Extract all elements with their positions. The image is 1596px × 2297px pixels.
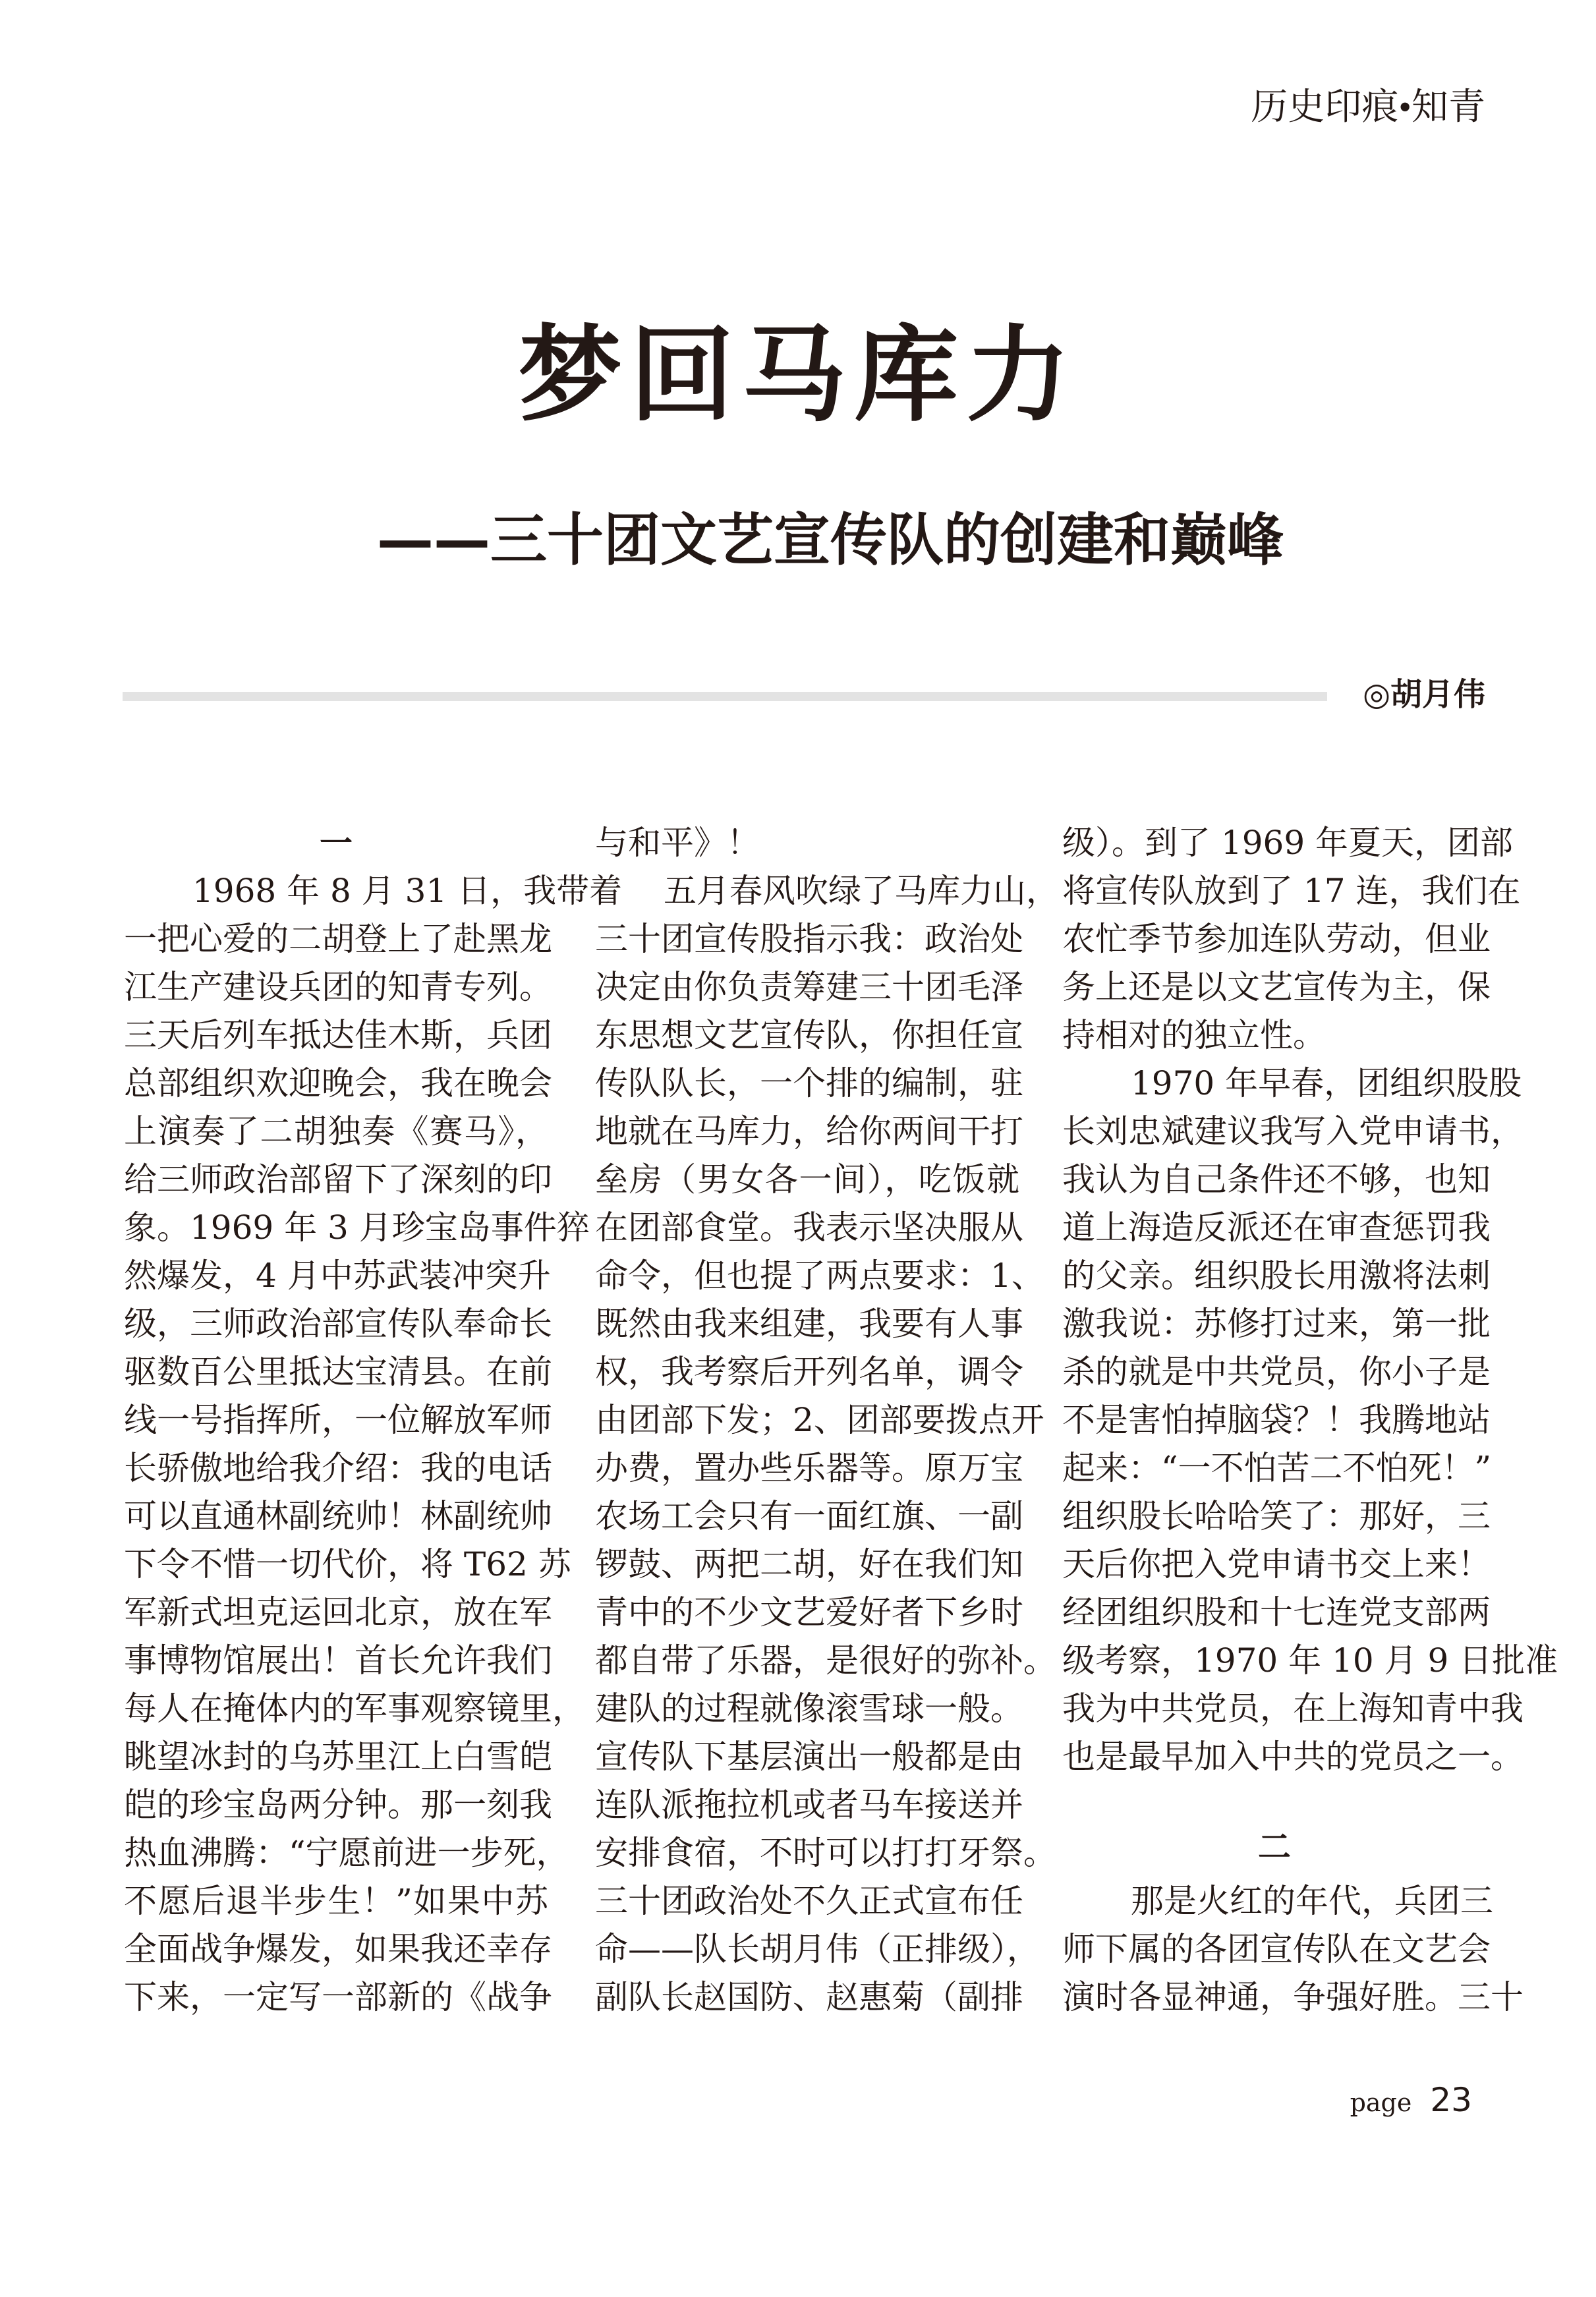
text-line: 建队的过程就像滚雪球一般。	[595, 1689, 1023, 1728]
text-line: 然爆发，4 月中苏武装冲突升	[124, 1257, 551, 1295]
text-line: 可以直通林副统帅！林副统帅	[124, 1497, 552, 1535]
text-line: 激我说：苏修打过来，第一批	[1062, 1305, 1491, 1343]
text-line: 不愿后退半步生！”如果中苏	[124, 1882, 548, 1920]
body-column-3	[1062, 819, 1558, 2071]
page-footer	[1350, 2081, 1472, 2119]
title-rule-divider	[123, 692, 1327, 701]
text-line: 权，我考察后开列名单，调令	[595, 1353, 1023, 1391]
text-line: 也是最早加入中共的党员之一。	[1062, 1738, 1524, 1776]
text-line: 决定由你负责筹建三十团毛泽	[595, 968, 1023, 1006]
text-line: 务上还是以文艺宣传为主，保	[1062, 968, 1491, 1006]
text-line: 我为中共党员，在上海知青中我	[1062, 1689, 1524, 1728]
text-line: 副队长赵国防、赵惠菊（副排	[595, 1978, 1023, 2016]
text-line: 天后你把入党申请书交上来！	[1062, 1545, 1491, 1583]
text-line: 安排食宿，不时可以打打牙祭。	[595, 1834, 1056, 1872]
text-line: 给三师政治部留下了深刻的印	[124, 1160, 552, 1199]
text-line: 军新式坦克运回北京，放在军	[124, 1593, 552, 1631]
text-line: 垒房（男女各一间），吃饭就	[595, 1160, 1019, 1199]
text-line: 皑的珍宝岛两分钟。那一刻我	[124, 1786, 552, 1824]
body-column-2	[595, 819, 1059, 2071]
text-line: 传队队长，一个排的编制，驻	[595, 1064, 1023, 1102]
text-line: 既然由我来组建，我要有人事	[595, 1305, 1023, 1343]
text-line: 将宣传队放到了 17 连，我们在	[1062, 872, 1521, 910]
text-line: 师下属的各团宣传队在文艺会	[1062, 1930, 1491, 1968]
text-line: 演时各显神通，争强好胜。三十	[1062, 1978, 1524, 2016]
article-subtitle: ——三十团文艺宣传队的创建和巅峰	[377, 507, 1284, 573]
text-line: 长刘忠斌建议我写入党申请书，	[1062, 1112, 1524, 1150]
text-line: 地就在马库力，给你两间干打	[595, 1112, 1023, 1150]
text-line: 命令，但也提了两点要求：1、	[595, 1257, 1044, 1295]
body-column-1	[124, 819, 623, 2071]
text-line: 杀的就是中共党员，你小子是	[1062, 1353, 1491, 1391]
text-line: 热血沸腾：“宁愿前进一步死，	[124, 1834, 569, 1872]
page-label: page	[1350, 2088, 1412, 2117]
author-byline: ◎胡月伟	[1363, 676, 1485, 713]
text-line: 的父亲。组织股长用激将法刺	[1062, 1257, 1491, 1295]
text-line: 起来：“一不怕苦二不怕死！”	[1062, 1449, 1492, 1487]
article-title: 梦回马库力	[518, 314, 1078, 436]
text-line: 全面战争爆发，如果我还幸存	[124, 1930, 552, 1968]
text-line: 一把心爱的二胡登上了赴黑龙	[124, 920, 552, 958]
text-line: 每人在掩体内的军事观察镜里，	[124, 1689, 585, 1728]
text-line: 级）。到了 1969 年夏天，团部	[1062, 824, 1514, 862]
text-line: 宣传队下基层演出一般都是由	[595, 1738, 1023, 1776]
text-line: 三十团宣传股指示我：政治处	[595, 920, 1023, 958]
text-line: 东思想文艺宣传队，你担任宣	[595, 1016, 1023, 1054]
text-line: 驱数百公里抵达宝清县。在前	[124, 1353, 552, 1391]
text-line: 三天后列车抵达佳木斯，兵团	[124, 1016, 552, 1054]
text-line: 青中的不少文艺爱好者下乡时	[595, 1593, 1023, 1631]
text-line: 我认为自己条件还不够，也知	[1062, 1160, 1491, 1199]
text-line: 总部组织欢迎晚会，我在晚会	[124, 1064, 552, 1102]
text-line: 级考察，1970 年 10 月 9 日批准	[1062, 1641, 1558, 1680]
text-line: 在团部食堂。我表示坚决服从	[595, 1208, 1023, 1247]
text-line: 办费，置办些乐器等。原万宝	[595, 1449, 1023, 1487]
text-line: 江生产建设兵团的知青专列。	[124, 968, 552, 1006]
text-line: 不是害怕掉脑袋？！我腾地站	[1062, 1401, 1491, 1439]
text-line: 长骄傲地给我介绍：我的电话	[124, 1449, 552, 1487]
section-heading: 二	[1258, 1827, 1291, 1866]
text-line: 五月春风吹绿了马库力山，	[664, 872, 1059, 910]
text-line: 农场工会只有一面红旗、一副	[595, 1497, 1023, 1535]
text-line: 与和平》！	[595, 824, 760, 862]
text-line: 线一号指挥所，一位解放军师	[124, 1401, 552, 1439]
text-line: 持相对的独立性。	[1062, 1016, 1326, 1054]
text-line: 1970 年早春，团组织股股	[1131, 1064, 1522, 1102]
text-line: 那是火红的年代，兵团三	[1131, 1882, 1493, 1920]
text-line: 经团组织股和十七连党支部两	[1062, 1593, 1491, 1631]
text-line: 1968 年 8 月 31 日，我带着	[192, 872, 623, 910]
text-line: 象。1969 年 3 月珍宝岛事件猝	[124, 1208, 590, 1247]
text-line: 下来，一定写一部新的《战争	[124, 1978, 552, 2016]
text-line: 眺望冰封的乌苏里江上白雪皑	[124, 1738, 552, 1776]
text-line: 下令不惜一切代价，将 T62 苏	[124, 1545, 571, 1583]
text-line: 事博物馆展出！首长允许我们	[124, 1641, 552, 1680]
text-line: 命——队长胡月伟（正排级），	[595, 1930, 1040, 1968]
text-line: 道上海造反派还在审查惩罚我	[1062, 1208, 1491, 1247]
section-heading: 一	[320, 824, 353, 863]
page-number: 23	[1430, 2081, 1472, 2119]
text-line: 三十团政治处不久正式宣布任	[595, 1882, 1023, 1920]
text-line: 连队派拖拉机或者马车接送并	[595, 1786, 1023, 1824]
text-line: 农忙季节参加连队劳动，但业	[1062, 920, 1491, 958]
text-line: 锣鼓、两把二胡，好在我们知	[595, 1545, 1023, 1583]
text-line: 组织股长哈哈笑了：那好，三	[1062, 1497, 1491, 1535]
text-line: 级，三师政治部宣传队奉命长	[124, 1305, 552, 1343]
text-line: 上演奏了二胡独奏《赛马》，	[124, 1112, 548, 1150]
text-line: 由团部下发；2、团部要拨点开	[595, 1401, 1044, 1439]
section-label: 历史印痕•知青	[1251, 87, 1485, 128]
text-line: 都自带了乐器，是很好的弥补。	[595, 1641, 1056, 1680]
